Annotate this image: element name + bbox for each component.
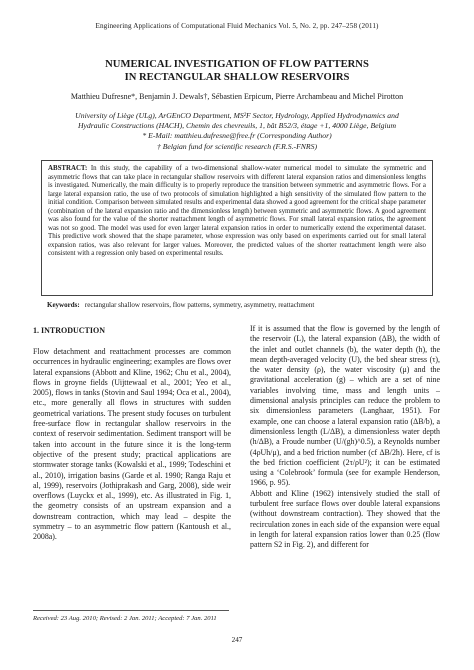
intro-paragraph-3: Abbott and Kline (1962) intensively studied the stall of turbulent free surface flows over double lateral expansions (without downstream contraction). They showed that the recirculation zones in each side of the expansion were equal in length for lateral expansion ratios lower than 0.25 (flow pattern S2 in Fig. 2), and different for (250, 488, 440, 550)
affiliation-line-1: University of Liège (ULg), ArGEnCO Department, MS²F Sector, Hydrology, Applied Hydrodynamics and (75, 111, 399, 120)
right-column (250, 324, 440, 551)
paper-title (0, 58, 474, 84)
journal-header: Engineering Applications of Computational Fluid Mechanics Vol. 5, No. 2, pp. 247–258 (2011) (95, 22, 379, 30)
abstract-box (41, 160, 433, 296)
abstract-text: In this study, the capability of a two-dimensional shallow-water numerical model to simulate the symmetric and asymmetric flows that can take place in rectangular shallow reservoirs with different lateral expansion ratios and dimensionless lengths is investigated. Numerically, the main difficulty is to properly reproduce the transition between symmetric and asymmetric flows. For a large lateral expansion ratio, the use of two protocols of simulation highlighted a high sensitivity of the simulated flow pattern to the initial condition. Comparison between simulated results and experimental data showed a good agreement for the critical shape parameter (combination of the lateral expansion ratio and the dimensionless length) between symmetric and asymmetric flows. A good agreement was also found for the value of the shorter reattachment length of asymmetric flows. For small lateral expansion ratios, the agreement was not so good. The model was used for even larger lateral expansion ratios in order to numerically extend the experimental dataset. This predictive work showed that the shape parameter, whose expression was only based on experiments carried out for small lateral expansion ratios, was also relevant for larger values. Moreover, the predicted values of the shorter reattachment length were also consistent with a regression only based on experimental results. (48, 165, 426, 258)
affiliation-block (0, 111, 474, 152)
page-number: 247 (231, 636, 243, 644)
title-line-1: NUMERICAL INVESTIGATION OF FLOW PATTERNS (105, 59, 369, 70)
keywords-label: Keywords: (47, 301, 80, 309)
title-line-2: IN RECTANGULAR SHALLOW RESERVOIRS (124, 72, 350, 83)
keywords-text: rectangular shallow reservoirs, flow patterns, symmetry, asymmetry, reattachment (84, 301, 315, 309)
funding-note: † Belgian fund for scientific research (F.R.S.-FNRS) (156, 141, 318, 151)
section-heading: 1. INTRODUCTION (33, 326, 106, 335)
corresponding-author-email: * E-Mail: matthieu.dufresne@free.fr (Corresponding Author) (142, 131, 332, 141)
intro-paragraph-2: If it is assumed that the flow is governed by the length of the reservoir (L), the lateral expansion (ΔB), the width of the inlet and outlet channels (b), the water depth (h), the mean depth-averaged velocity (U), the bed shear stress (τ), the water density (ρ), the water viscosity (μ) and the gravitational acceleration (g) – which are a set of nine variables involving time, mass and length units – dimensional analysis principles can reduce the problem to six dimensionless parameters (Langhaar, 1951). For example, one can choose a lateral expansion ratio (ΔB/b), a dimensionless length (L/ΔB), a dimensionless water depth (h/ΔB), a Froude number (U/(gh)^0.5), a Reynolds number (4ρUh/μ), and a bed friction number (cf ΔB/2h). Here, cf is the bed friction coefficient (2τ/ρU²); it can be estimated using a ‘Colebrook’ formula (see for example Henderson, 1966, p. 95). (250, 324, 440, 488)
footnote-rule (33, 610, 229, 611)
keywords-line (47, 301, 437, 309)
received-dates: Received: 23 Aug. 2010; Revised: 2 Jan. 2011; Accepted: 7 Jan. 2011 (33, 615, 217, 622)
author-list: Matthieu Dufresne*, Benjamin J. Dewals†, Sébastien Erpicum, Pierre Archambeau and Michel Pirotton (70, 92, 404, 101)
affiliation-line-2: Hydraulic Constructions (HACH), Chemin des chevreuils, 1, bât B52/3, étage +1, 4000 Liège, Belgium (77, 121, 397, 131)
intro-paragraph-1: Flow detachment and reattachment processes are common occurrences in hydraulic engineering; examples are flows over lateral expansions (Abbott and Kline, 1962; Chu et al., 2004), flows in groyne fields (Uijttewaal et al., 2001; Yeo et al., 2005), flows in tanks (Stovin and Saul 1994; Oca et al., 2004), etc., more generally all flows in structures with sudden geometrical variations. The present study focuses on turbulent free-surface flow in rectangular shallow reservoirs in the context of reservoir sedimentation. Sediment transport will be taken into account in the future since it is the long-term objective of the present study; practical applications are stormwater storage tanks (Kowalski et al., 1999; Todeschini et al., 2010), irrigation basins (Garde et al. 1990; Ranga Raju et al, 1999), reservoirs (Jothiprakash and Garg, 2008), side weir overflows (Luyckx et al., 1999), etc. As illustrated in Fig. 1, the geometry consists of an upstream expansion and a downstream contraction, which may lead – despite the symmetry – to an asymmetric flow pattern (Kantoush et al., 2008a). (33, 347, 231, 542)
abstract-label: ABSTRACT: (48, 165, 88, 172)
left-column (33, 347, 231, 543)
